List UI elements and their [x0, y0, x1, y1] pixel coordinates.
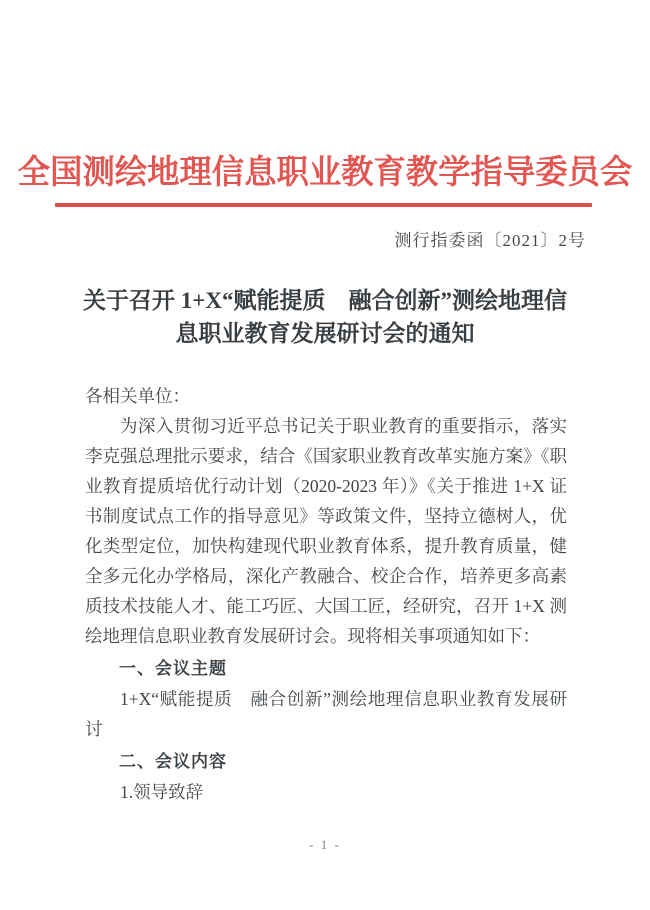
section-1-heading: 一、会议主题 — [119, 659, 227, 678]
letterhead-divider — [55, 203, 592, 207]
salutation: 各相关单位： — [85, 386, 190, 406]
section-2-item-1: 1.领导致辞 — [120, 782, 204, 802]
document-title: 关于召开 1+X“赋能提质 融合创新”测绘地理信息职业教育发展研讨会的通知 — [83, 288, 567, 346]
page-number: - 1 - — [309, 837, 341, 852]
intro-paragraph: 为深入贯彻习近平总书记关于职业教育的重要指示，落实李克强总理批示要求，结合《国家职业教育改革实施方案》《职业教育提质培优行动计划（2020-2023 年）》《关于推进 1+X 证书制度试点工作的指导意见》等政策文件，坚持立德树人，优化类型定位，加快构建现代职业教育体系，提升教育质量，健全多元化办学格局，深化产教融合、校企合作，培养更多高素质技术技能人才、能工巧匠、大国工匠，经研究，召开 1+X 测绘地理信息职业教育发展研讨会。现将相关事项通知如下： — [85, 416, 567, 646]
document-number: 测行指委函〔2021〕2号 — [394, 231, 586, 250]
letterhead-org-name: 全国测绘地理信息职业教育教学指导委员会 — [17, 155, 633, 191]
section-1-body: 1+X“赋能提质 融合创新”测绘地理信息职业教育发展研讨 — [85, 689, 567, 739]
section-2-heading: 二、会议内容 — [119, 752, 227, 771]
document-body — [85, 381, 567, 807]
